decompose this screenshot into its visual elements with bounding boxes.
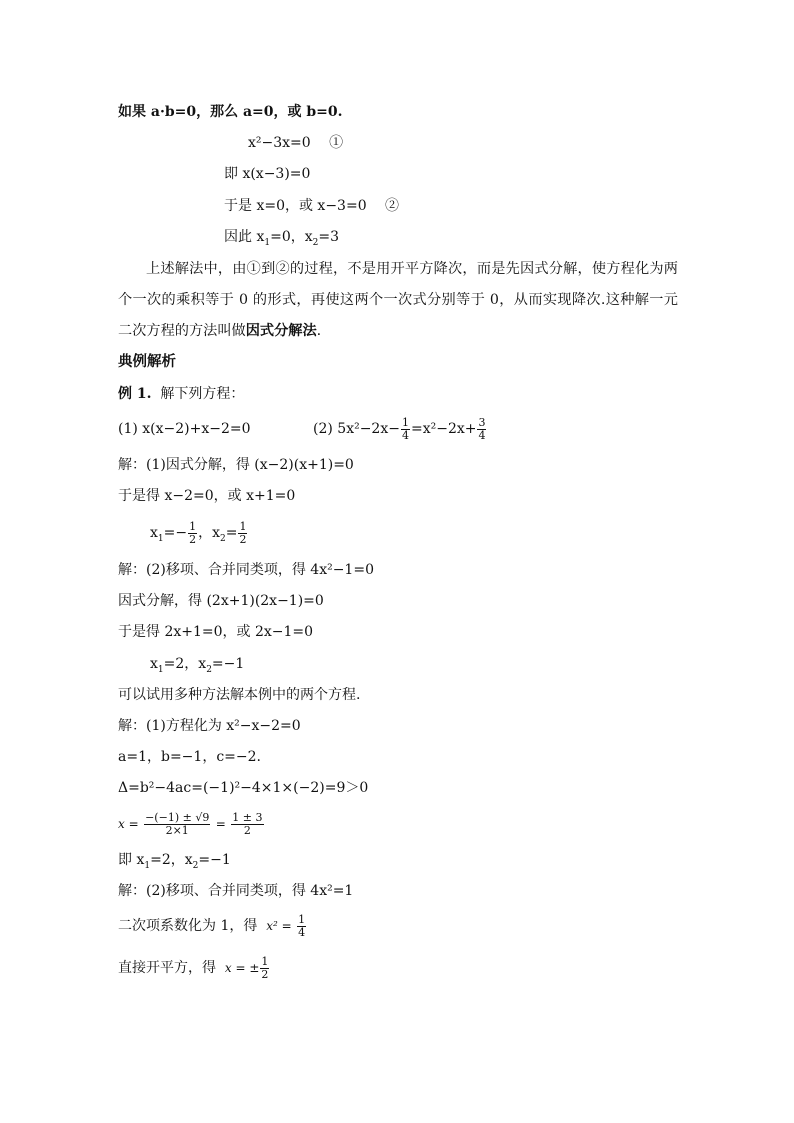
equation-line-3: 于是 x=0，或 x−3=0 ② xyxy=(224,198,400,214)
example-problem-1: (1) x(x−2)+x−2=0 xyxy=(118,421,251,437)
rule-statement: 如果 a·b=0，那么 a=0，或 b=0. xyxy=(118,104,343,120)
explanation-paragraph: 上述解法中，由①到②的过程，不是用开平方降次，而是先因式分解，使方程化为两个一次的乘积等于 0 的形式，再使这两个一次式分别等于 0，从而实现降次.这种解一元二次方程的方法叫做因式分解法. xyxy=(118,261,678,339)
solution1-line-2: 于是得 x−2=0，或 x+1=0 xyxy=(118,488,296,504)
alt1-quadratic-formula: x = $\frac{-(-1) \pm √9}{2\times 1}$ = $\frac{1 \pm 3}{2}$ xyxy=(118,810,263,837)
note-text: 可以试用多种方法解本例中的两个方程. xyxy=(118,687,361,703)
alt1-line-2: a=1，b=−1，c=−2. xyxy=(118,749,261,765)
alt2-line-3: 直接开平方，得 x = ± $\frac{1}{2}$ xyxy=(118,954,269,981)
example-heading: 例 1. 解下列方程： xyxy=(118,386,245,402)
alt1-line-1: 解：(1)方程化为 x²−x−2=0 xyxy=(118,718,301,734)
solution2-line-1: 解：(2)移项、合并同类项，得 4x²−1=0 xyxy=(118,562,374,578)
alt1-line-3: Δ=b²−4ac=(−1)²−4×1×(−2)=9＞0 xyxy=(118,780,369,796)
alt1-line-5: 即 $x_1=2$，$x_2=-1$ xyxy=(118,852,231,871)
section-title: 典例解析 xyxy=(118,353,176,370)
solution2-line-4: $x_1=2$，$x_2=-1$ xyxy=(150,656,245,675)
alt2-line-2: 二次项系数化为 1，得 x² = $\frac{1}{4}$ xyxy=(118,912,306,939)
factorization-term: 因式分解法 xyxy=(245,323,317,339)
solution2-line-3: 于是得 2x+1=0，或 2x−1=0 xyxy=(118,624,314,640)
solution1-line-1: 解：(1)因式分解，得 (x−2)(x+1)=0 xyxy=(118,457,354,473)
alt2-line-1: 解：(2)移项、合并同类项，得 4x²=1 xyxy=(118,883,354,899)
equation-line-1: x²−3x=0 ① xyxy=(248,135,344,151)
example-problem-2: (2) 5x²−2x− $\frac{1}{4}$ =x²−2x+ $\frac{3}{4}$ xyxy=(313,415,486,442)
solution2-line-2: 因式分解，得 (2x+1)(2x−1)=0 xyxy=(118,593,324,609)
solution1-line-3: $x_1=-$ $\frac{1}{2}$ ，$x_2=$ $\frac{1}{2}$ xyxy=(150,519,247,546)
equation-line-2: 即 x(x−3)=0 xyxy=(224,166,311,182)
equation-line-4: 因此 $x_1=0$，$x_2=3$ xyxy=(224,229,340,248)
